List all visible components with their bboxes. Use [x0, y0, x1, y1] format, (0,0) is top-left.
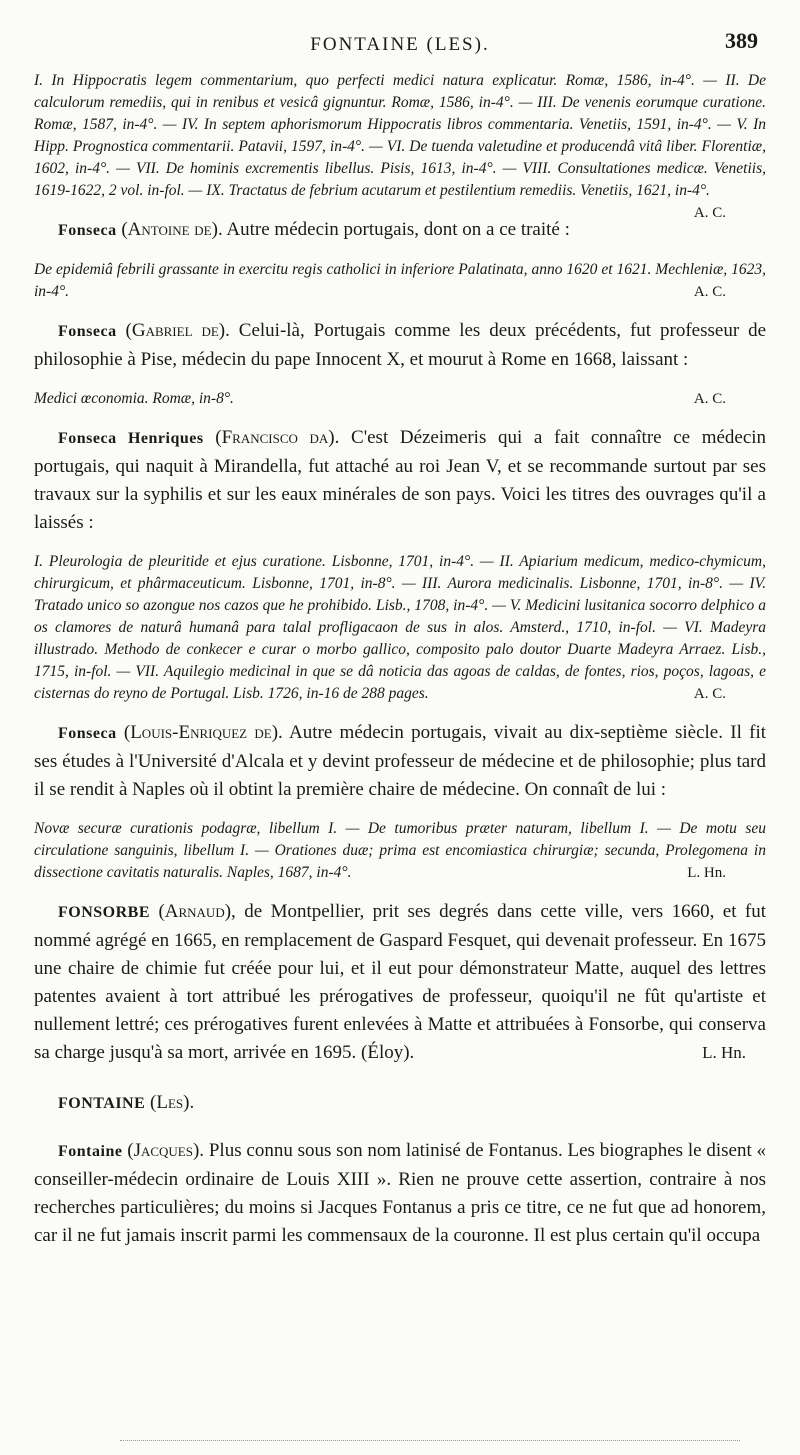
author-signature: A. C. [693, 391, 726, 407]
author-signature: L. Hn. [687, 865, 726, 881]
entry-text: Plus connu sous son nom latinisé de Fontanus. Les biographes le disent « conseiller-médecin ordinaire de Louis XIII ». Rien ne prouve cette assertion, contraire à nos recherches particulières; du moins si Jacques Fontanus a pris ce titre, ce ne fut que ad honorem, car il ne fut jamais inscrit parmi les commensaux de la couronne. Il est plus certain qu'il occupa [34, 1140, 767, 1246]
entry-text: Celui-là, Portugais comme les deux précédents, fut professeur de philosophie à Pise, médecin du pape Innocent X, et mourut à Rome en 1668, laissant : [34, 320, 766, 370]
entry-head: Fontaine [58, 1143, 123, 1160]
entry-head: FONSORBE [58, 904, 151, 921]
entry-fonseca-louis [34, 719, 766, 804]
entry-fontaine-jacques [34, 1137, 766, 1250]
page-number: 389 [725, 28, 758, 53]
author-signature: A. C. [693, 284, 726, 300]
entry-fonseca-henriques [34, 424, 766, 537]
entry-name: (Arnaud), [158, 901, 236, 922]
entry-name: (Gabriel de). [125, 320, 230, 341]
entry-head: Fonseca Henriques [58, 430, 204, 447]
page-bottom-rule [120, 1440, 740, 1441]
paragraph-text: I. In Hippocratis legem commentarium, quo perfecti medici natura explicatur. Romæ, 1586, in-4°. — II. De calculorum remediis, qui in renibus et vesicâ gignuntur. Romæ, 1586, in-4°. — III. De venenis eorumque curatione. Romæ, 1587, in-4°. — IV. In septem aphorismorum Hippocratis libros commentaria. Venetiis, 1591, in-4°. — V. In Hipp. Prognostica commentarii. Patavii, 1597, in-4°. — VI. De tuenda valetudine et producendâ vitâ liber. Florentiæ, 1602, in-4°. — VII. De hominis excrementis libellus. Pisis, 1613, in-4°. — VIII. Consultationes medicæ. Venetiis, 1619-1622, 2 vol. in-fol. — IX. Tractatus de febrium acutarum et pestilentium remediis. Venetiis, 1621, in-4°. [34, 72, 766, 199]
bibliography-cesalpino [34, 70, 766, 221]
section-name: (Les). [150, 1092, 195, 1113]
entry-fonsorbe [34, 898, 766, 1067]
entry-text: de Montpellier, prit ses degrés dans cette ville, vers 1660, et fut nommé agrégé en 1665, en remplacement de Gaspard Fesquet, qui devenait professeur. En 1675 une chaire de chimie fut créée pour lui, et il eut pour démonstrateur Matte, auquel des lettres patentes avaient à tort attribué les prérogatives de professeur, quoiqu'il ne fût qu'artiste et nullement lettré; ces prérogatives furent enlevées à Matte et attribuées à Fonsorbe, qui conserva sa charge jusqu'à sa mort, arrivée en 1695. (Éloy). [34, 901, 767, 1063]
running-title: FONTAINE (LES). [310, 34, 490, 55]
bibliography-fonseca-louis [34, 818, 766, 884]
entry-fonseca-gabriel [34, 317, 766, 374]
bibliography-fonseca-henriques [34, 551, 766, 705]
bibliography-fonseca-antoine [34, 259, 766, 303]
author-signature: A. C. [693, 686, 726, 702]
page-header [34, 28, 766, 56]
entry-head: Fonseca [58, 323, 117, 340]
paragraph-text: De epidemiâ febrili grassante in exercitu regis catholici in inferiore Palatinata, anno 1620 et 1621. Mechleniæ, 1623, in-4°. [34, 261, 766, 300]
section-heading-fontaine [34, 1089, 766, 1118]
paragraph-text: Medici œconomia. Romæ, in-8°. [34, 390, 234, 407]
entry-fonseca-antoine [34, 216, 766, 245]
entry-name: (Antoine de). [121, 219, 223, 240]
paragraph-text: Novæ securæ curationis podagræ, libellum I. — De tumoribus præter naturam, libellum I. — De motu seu circulatione sanguinis, libellum I. — Orationes duæ; prima est encomiastica chirurgiæ; secunda, Prolegomena in dissectione cavitatis naturalis. Naples, 1687, in-4°. [34, 820, 766, 881]
bibliography-fonseca-gabriel [34, 388, 766, 410]
entry-head: Fonseca [58, 725, 117, 742]
entry-name: (Louis-Enriquez de). [123, 722, 283, 743]
author-signature: A. C. [693, 205, 726, 221]
entry-text: C'est Dézeimeris qui a fait connaître ce médecin portugais, qui naquit à Mirandella, fut attaché au roi Jean V, et se recommande surtout par ses travaux sur la syphilis et sur les eaux minérales de son pays. Voici les titres des ouvrages qu'il a laissés : [34, 427, 767, 533]
section-head: FONTAINE [58, 1095, 146, 1112]
entry-head: Fonseca [58, 222, 117, 239]
entry-name: (Francisco da). [215, 427, 340, 448]
entry-text: Autre médecin portugais, dont on a ce traité : [226, 219, 570, 240]
paragraph-text: I. Pleurologia de pleuritide et ejus curatione. Lisbonne, 1701, in-4°. — II. Apiarium medicum, medico-chymicum, chirurgicum, et phârmaceuticum. Lisbonne, 1701, in-8°. — III. Aurora medicinalis. Lisbonne, 1701, in-8°. — IV. Tratado unico so azongue nos cazos que he prohibido. Lisb., 1708, in-4°. — V. Medicini lusitanica socorro delphico a os clamores de naturâ humanâ para talal profligacaon de sus in alos. Amsterd., 1710, in-fol. — VI. Madeyra illustrado. Methodo de conkecer e curar o morbo gallico, composito palo doutor Duarte Madeyra Arraez. Lisb., 1715, in-fol. — VII. Aquilegio medicinal in que se dâ noticia das agoas de caldas, de fontes, rios, poços, lagoas, e cisternas do reyno de Portugal. Lisb. 1726, in-16 de 288 pages. [34, 553, 766, 702]
author-signature: L. Hn. [702, 1043, 746, 1062]
entry-text: Autre médecin portugais, vivait au dix-septième siècle. Il fit ses études à l'Université d'Alcala et y devint professeur de médecine et de philosophie; plus tard il se rendit à Naples où il obtint la première chaire de médecine. On connaît de lui : [34, 722, 767, 800]
entry-name: (Jacques). [127, 1140, 205, 1161]
